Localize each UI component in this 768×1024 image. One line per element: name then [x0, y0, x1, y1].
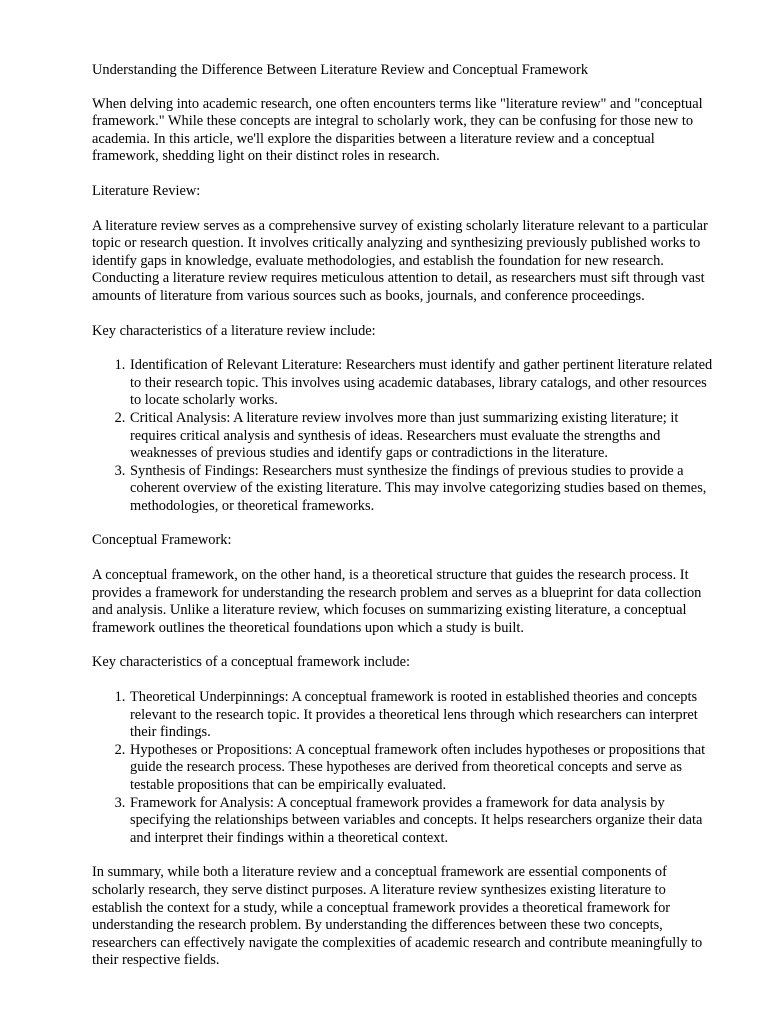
literature-review-paragraph: A literature review serves as a comprehensive survey of existing scholarly literature relevant to a particular topic or research question. It involves critically analyzing and synthesizing previously published works to identify gaps in knowledge, evaluate methodologies, and establish the foundation for new research. Conducting a literature review requires meticulous attention to detail, as researchers must sift through vast amounts of literature from various sources such as books, journals, and conference proceedings.: [92, 217, 708, 304]
list-item: 3. Synthesis of Findings: Researchers must synthesize the findings of previous studies to provide a coherent overview of the existing literature. This may involve categorizing studies based on themes, methodologies, or theoretical frameworks.: [129, 463, 718, 516]
list-item: 2. Critical Analysis: A literature review involves more than just summarizing existing literature; it requires critical analysis and synthesis of ideas. Researchers must evaluate the strengths and weaknesses of previous studies and identify gaps or contradictions in the literature.: [129, 410, 718, 463]
intro-paragraph: When delving into academic research, one often encounters terms like "literature review" and "conceptual framework." While these concepts are integral to scholarly work, they can be confusing for those new to academia. In this article, we'll explore the disparities between a literature review and a conceptual framework, shedding light on their distinct roles in research.: [92, 95, 703, 165]
list-item: 2. Hypotheses or Propositions: A conceptual framework often includes hypotheses or propositions that guide the research process. These hypotheses are derived from theoretical concepts and serve as testable propositions that can be empirically evaluated.: [129, 742, 718, 795]
summary-paragraph: In summary, while both a literature review and a conceptual framework are essential components of scholarly research, they serve distinct purposes. A literature review synthesizes existing literature to establish the context for a study, while a conceptual framework provides a theoretical framework for understanding the research problem. By understanding the differences between these two concepts, researchers can effectively navigate the complexities of academic research and contribute meaningfully to their respective fields.: [92, 864, 703, 969]
conceptual-framework-paragraph: A conceptual framework, on the other hand, is a theoretical structure that guides the research process. It provides a framework for understanding the research problem and serves as a blueprint for data collection and analysis. Unlike a literature review, which focuses on summarizing existing literature, a conceptual framework outlines the theoretical foundations upon which a study is built.: [92, 567, 702, 636]
list-item: 3. Framework for Analysis: A conceptual framework provides a framework for data analysis by specifying the relationships between variables and concepts. It helps researchers organize their data and interpret their findings within a theoretical context.: [129, 795, 718, 848]
document-page: [92, 62, 718, 987]
literature-review-list-intro: Key characteristics of a literature review include:: [92, 322, 376, 339]
section-heading-conceptual-framework: Conceptual Framework:: [92, 532, 232, 549]
list-item: 1. Theoretical Underpinnings: A conceptual framework is rooted in established theories and concepts relevant to the research topic. It provides a theoretical lens through which researchers can interpret their findings.: [129, 689, 718, 742]
document-title: Understanding the Difference Between Literature Review and Conceptual Framework: [92, 62, 589, 78]
literature-review-list: [92, 357, 718, 515]
list-item: 1. Identification of Relevant Literature: Researchers must identify and gather pertinent literature related to their research topic. This involves using academic databases, library catalogs, and other resources to locate scholarly works.: [129, 357, 718, 410]
section-heading-literature-review: Literature Review:: [92, 182, 201, 199]
conceptual-framework-list: [92, 689, 718, 847]
conceptual-framework-list-intro: Key characteristics of a conceptual framework include:: [92, 654, 411, 671]
